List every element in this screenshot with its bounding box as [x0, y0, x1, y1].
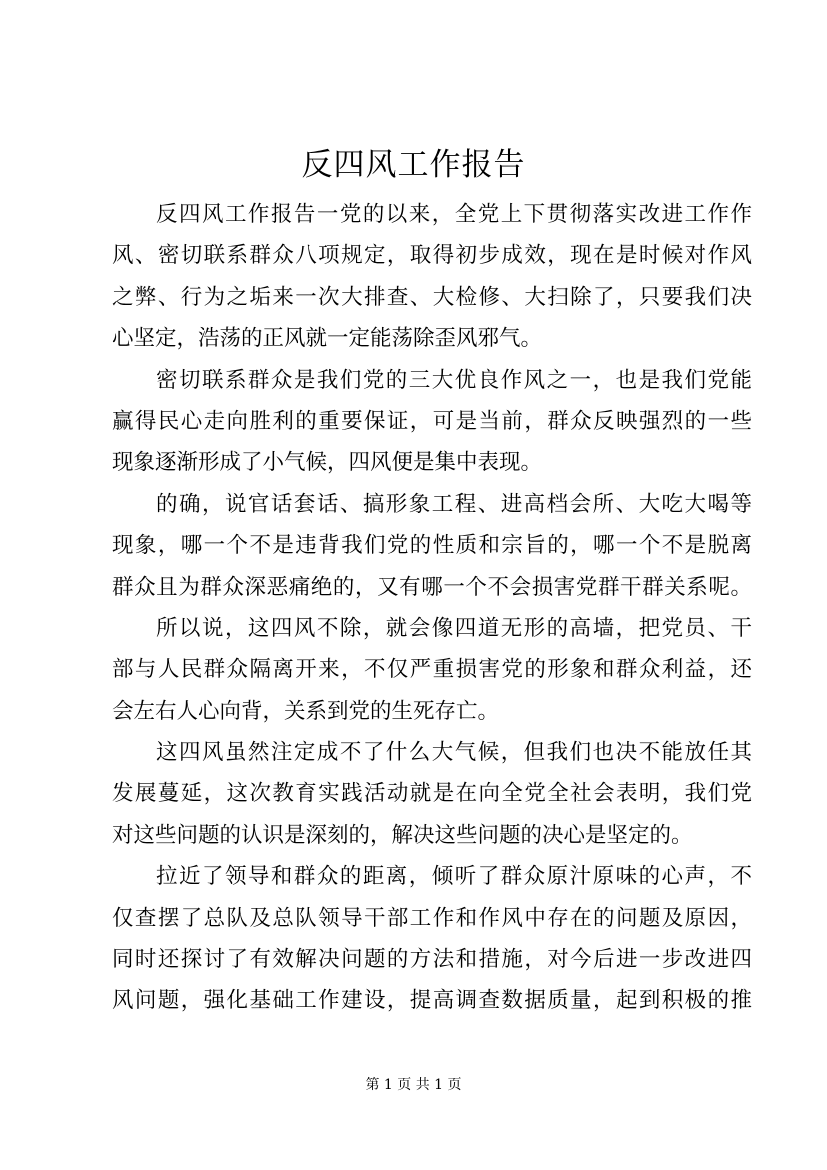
- text-line: 密切联系群众是我们党的三大优良作风之一，也是我们党能: [156, 367, 752, 393]
- text-line: 会左右人心向背，关系到党的生死存亡。: [112, 698, 500, 724]
- text-line: 风问题，强化基础工作建设，提高调查数据质量，起到积极的推: [112, 988, 752, 1014]
- text-line: 拉近了领导和群众的距离，倾听了群众原汁原味的心声，不: [156, 864, 752, 890]
- text-line: 赢得民心走向胜利的重要保证，可是当前，群众反映强烈的一些: [112, 408, 752, 434]
- text-line: 之弊、行为之垢来一次大排查、大检修、大扫除了，只要我们决: [112, 284, 752, 310]
- text-line: 同时还探讨了有效解决问题的方法和措施，对今后进一步改进四: [112, 947, 752, 973]
- text-line: 反四风工作报告一党的以来，全党上下贯彻落实改进工作作: [156, 202, 752, 227]
- text-line: 心坚定，浩荡的正风就一定能荡除歪风邪气。: [112, 326, 543, 352]
- text-line: 现象逐渐形成了小气候，四风便是集中表现。: [112, 450, 543, 476]
- paragraph: [112, 856, 752, 1022]
- paragraph: [112, 194, 752, 360]
- paragraph: [112, 484, 752, 608]
- text-line: 群众且为群众深恶痛绝的，又有哪一个不会损害党群干群关系呢。: [112, 574, 752, 600]
- paragraph: [112, 360, 752, 484]
- paragraph: [112, 608, 752, 732]
- page-footer: 第 1 页 共 1 页: [365, 1077, 462, 1093]
- paragraph: [112, 732, 752, 856]
- text-line: 对这些问题的认识是深刻的，解决这些问题的决心是坚定的。: [112, 822, 693, 848]
- text-line: 部与人民群众隔离开来，不仅严重损害党的形象和群众利益，还: [112, 657, 752, 683]
- text-line: 现象，哪一个不是违背我们党的性质和宗旨的，哪一个不是脱离: [112, 533, 752, 559]
- document-title: 反四风工作报告: [301, 147, 526, 183]
- text-line: 发展蔓延，这次教育实践活动就是在向全党全社会表明，我们党: [112, 781, 752, 807]
- text-line: 的确，说官话套话、搞形象工程、进高档会所、大吃大喝等: [156, 491, 752, 517]
- text-line: 这四风虽然注定成不了什么大气候，但我们也决不能放任其: [156, 740, 752, 766]
- text-line: 风、密切联系群众八项规定，取得初步成效，现在是时候对作风: [112, 243, 752, 269]
- document-body: [112, 194, 752, 1022]
- text-line: 所以说，这四风不除，就会像四道无形的高墙，把党员、干: [156, 615, 752, 641]
- text-line: 仅查摆了总队及总队领导干部工作和作风中存在的问题及原因，: [112, 905, 752, 931]
